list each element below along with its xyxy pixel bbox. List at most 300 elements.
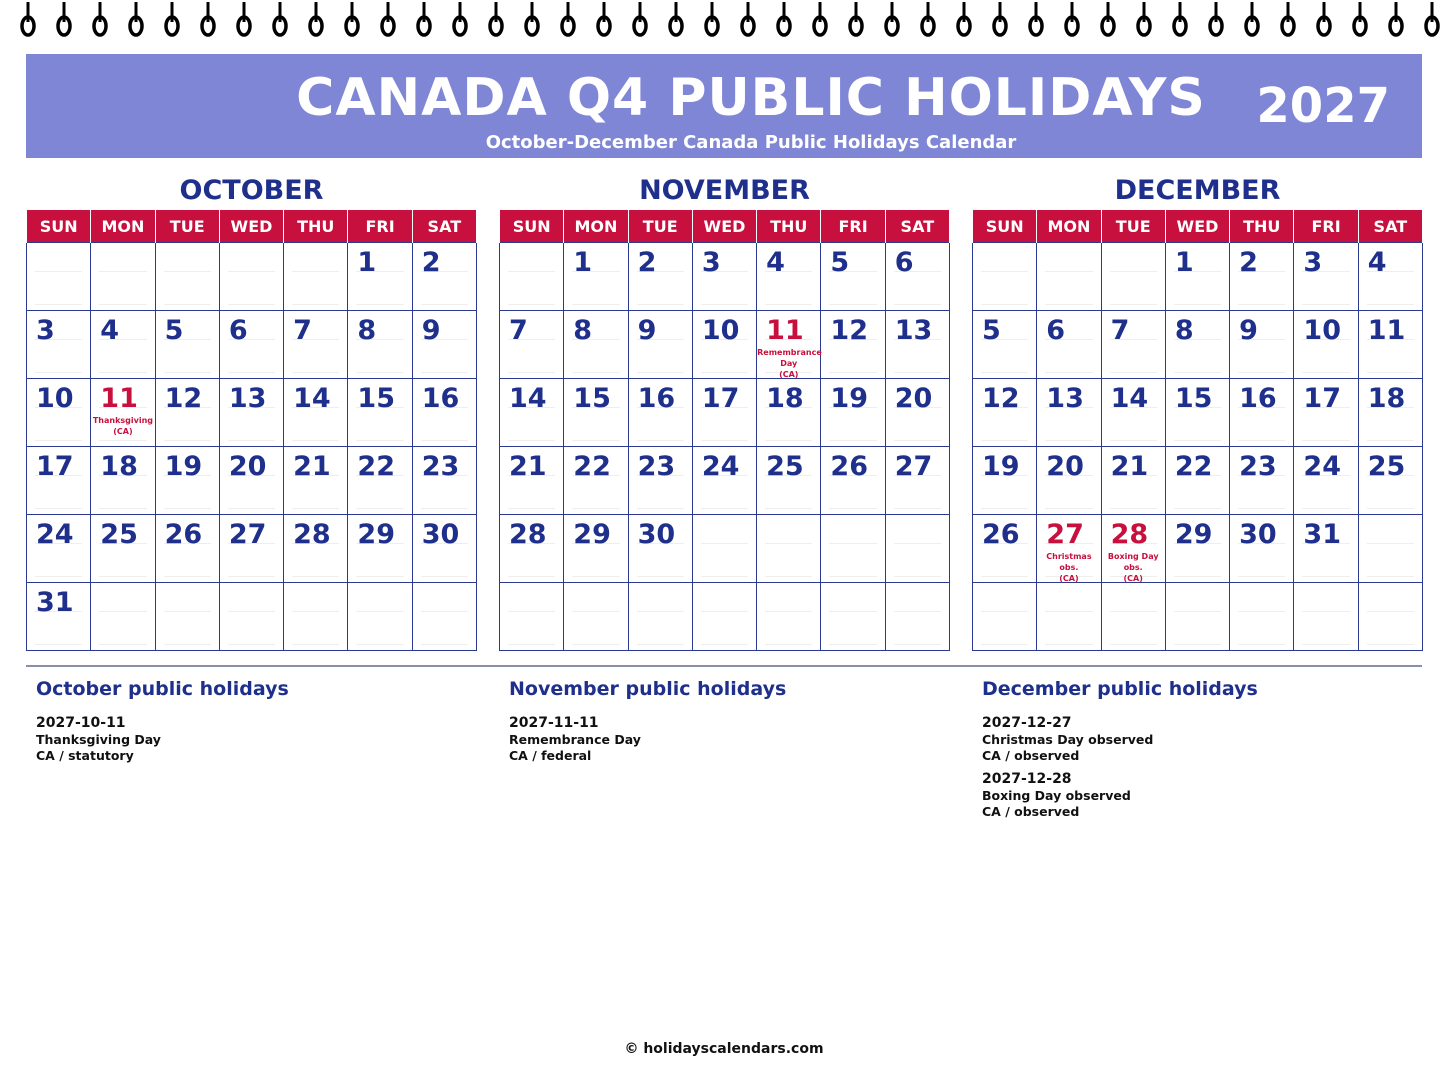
day-number: 23 [421,451,460,482]
day-number: 15 [1174,383,1213,414]
day-number: 6 [1046,315,1066,346]
day-number: 20 [228,451,267,482]
day-cell [628,515,692,583]
page-title: CANADA Q4 PUBLIC HOLIDAYS [296,68,1206,128]
ring-icon [1066,2,1078,35]
day-number: 28 [509,519,547,550]
day-number: 5 [830,247,850,278]
day-cell [628,583,692,651]
ring-icon [418,2,430,35]
weekday-header: FRI [348,210,412,243]
day-cell [219,447,283,515]
week-row [27,515,477,583]
day-cell [219,243,283,311]
day-number: 29 [357,519,395,550]
day-number: 24 [1303,451,1341,482]
day-cell [284,515,348,583]
day-number: 12 [164,383,203,414]
day-number: 31 [36,587,74,618]
weekday-header: SAT [412,210,476,243]
ring-icon [598,2,610,35]
holiday-list [36,676,466,770]
day-cell [885,515,949,583]
day-cell [1037,447,1101,515]
day-cell [91,243,155,311]
day-cell [757,515,821,583]
day-cell [692,379,756,447]
year-label: 2027 [1256,78,1390,134]
holiday-name: Remembrance Day [509,732,641,747]
day-cell [219,379,283,447]
weekday-header: MON [1037,210,1101,243]
weekday-header: TUE [155,210,219,243]
ring-icon [1138,2,1150,35]
day-number: 19 [830,383,868,414]
day-cell [1037,243,1101,311]
ring-icon [166,2,178,35]
divider [26,665,1422,667]
day-cell [284,583,348,651]
day-cell [821,379,885,447]
holiday-day-number: 28 [1110,519,1149,550]
day-cell [564,583,628,651]
day-cell [1230,515,1294,583]
month-october [26,172,477,651]
day-cell [564,515,628,583]
day-cell [219,583,283,651]
day-cell [564,311,628,379]
holiday-label: Thanksgiving (CA) [92,416,154,436]
weekday-header: SUN [500,210,564,243]
day-cell [500,447,564,515]
day-number: 8 [1174,315,1194,346]
day-number: 8 [573,315,593,346]
day-cell [348,583,412,651]
day-number: 6 [894,247,914,278]
day-number: 29 [573,519,611,550]
day-cell [91,379,155,447]
day-number: 11 [1367,315,1406,346]
day-cell [1101,311,1165,379]
week-row [973,447,1423,515]
day-number: 24 [701,451,740,482]
day-cell [692,311,756,379]
day-cell [885,311,949,379]
day-number: 3 [701,247,721,278]
day-cell [284,379,348,447]
day-cell [219,311,283,379]
weekday-header: SAT [885,210,949,243]
holiday-entry [982,770,1412,820]
day-cell [219,515,283,583]
day-cell [1037,583,1101,651]
holiday-entry [982,714,1412,764]
week-row [500,583,950,651]
day-cell [973,583,1037,651]
day-cell [885,583,949,651]
day-number: 25 [766,451,804,482]
day-number: 3 [1303,247,1323,278]
ring-icon [58,2,70,35]
day-cell [500,243,564,311]
day-cell [1294,447,1358,515]
day-number: 7 [509,315,528,346]
day-cell [155,379,219,447]
holiday-date: 2027-12-28 [982,771,1072,787]
ring-icon [742,2,754,35]
day-cell [91,583,155,651]
ring-icon [346,2,358,35]
day-cell [973,311,1037,379]
holiday-date: 2027-12-27 [982,715,1072,731]
footer-credit: © holidayscalendars.com [624,1041,824,1057]
day-cell [1358,243,1422,311]
day-cell [284,311,348,379]
day-cell [1230,379,1294,447]
day-cell [973,515,1037,583]
ring-icon [382,2,394,35]
day-cell [1294,379,1358,447]
weekday-header: SUN [27,210,91,243]
day-cell [821,311,885,379]
day-number: 26 [164,519,203,550]
ring-icon [1354,2,1366,35]
day-number: 29 [1174,519,1213,550]
day-number: 30 [421,519,460,550]
holiday-info: CA / observed [982,748,1080,763]
ring-icon [814,2,826,35]
ring-icon [886,2,898,35]
holiday-info: CA / federal [509,748,592,763]
day-cell [885,243,949,311]
day-number: 30 [1239,519,1277,550]
day-cell [1230,311,1294,379]
day-number: 8 [357,315,377,346]
day-cell [757,311,821,379]
day-cell [628,447,692,515]
holiday-list [982,676,1412,826]
day-number: 2 [1239,247,1258,278]
day-number: 22 [573,451,611,482]
weekday-header: TUE [628,210,692,243]
holiday-label: Boxing Day obs. (CA) [1107,552,1159,583]
day-number: 1 [357,247,377,278]
week-row [973,583,1423,651]
day-cell [91,447,155,515]
day-number: 4 [766,247,785,278]
day-cell [1358,311,1422,379]
holiday-date: 2027-11-11 [509,715,599,731]
ring-icon [778,2,790,35]
ring-icon [130,2,142,35]
day-cell [91,515,155,583]
day-number: 14 [293,383,331,414]
day-cell [500,583,564,651]
title-banner [26,54,1422,158]
day-number: 13 [894,315,933,346]
day-number: 18 [766,383,804,414]
day-cell [1358,515,1422,583]
day-cell [155,515,219,583]
week-row [27,311,477,379]
day-cell [1037,515,1101,583]
day-cell [821,583,885,651]
day-number: 1 [573,247,593,278]
day-cell [1165,515,1229,583]
day-cell [1101,379,1165,447]
day-cell [757,583,821,651]
day-cell [27,515,91,583]
day-cell [1358,447,1422,515]
day-number: 10 [701,315,740,346]
day-cell [1230,447,1294,515]
day-cell [1165,311,1229,379]
day-cell [564,379,628,447]
day-number: 23 [1239,451,1277,482]
day-cell [284,243,348,311]
month-grid [26,210,477,651]
day-number: 2 [637,247,657,278]
ring-icon [562,2,574,35]
day-cell [1165,583,1229,651]
weekday-header: MON [91,210,155,243]
day-cell [692,243,756,311]
holiday-day-number: 11 [100,383,138,414]
day-cell [27,243,91,311]
day-cell [412,311,476,379]
day-cell [1294,583,1358,651]
day-cell [27,379,91,447]
day-number: 10 [1303,315,1341,346]
day-cell [973,243,1037,311]
week-row [27,379,477,447]
day-number: 30 [637,519,676,550]
day-number: 16 [637,383,676,414]
ring-icon [454,2,466,35]
day-number: 16 [421,383,460,414]
day-number: 4 [100,315,120,346]
ring-icon [1390,2,1402,35]
ring-icon [1282,2,1294,35]
day-cell [1358,583,1422,651]
week-row [500,311,950,379]
day-cell [27,583,91,651]
day-cell [1294,311,1358,379]
day-number: 18 [1367,383,1406,414]
day-number: 12 [830,315,868,346]
month-november [499,172,950,651]
day-cell [1101,515,1165,583]
month-name: OCTOBER [179,175,324,206]
week-row [27,243,477,311]
day-cell [1165,243,1229,311]
day-number: 25 [1367,451,1406,482]
week-row [500,515,950,583]
month-december [972,172,1423,651]
ring-icon [490,2,502,35]
weekday-header: WED [1165,210,1229,243]
day-cell [757,447,821,515]
week-row [973,243,1423,311]
day-number: 7 [293,315,312,346]
day-cell [821,447,885,515]
day-cell [1230,243,1294,311]
day-number: 14 [1110,383,1149,414]
holiday-name: Boxing Day observed [982,788,1131,803]
day-number: 15 [573,383,611,414]
day-number: 9 [421,315,441,346]
day-cell [155,243,219,311]
day-number: 21 [509,451,547,482]
holiday-list-title: December public holidays [982,678,1258,700]
day-cell [155,447,219,515]
day-number: 22 [357,451,395,482]
month-grid [972,210,1423,651]
day-cell [412,379,476,447]
day-number: 19 [982,451,1020,482]
page-subtitle: October-December Canada Public Holidays Calendar [485,132,1017,153]
ring-icon [274,2,286,35]
day-number: 19 [164,451,203,482]
weekday-header: THU [757,210,821,243]
day-number: 10 [36,383,74,414]
ring-icon [22,2,34,35]
weekday-header: SAT [1358,210,1422,243]
holiday-day-number: 27 [1046,519,1084,550]
weekday-header: TUE [1101,210,1165,243]
day-number: 14 [509,383,547,414]
day-number: 17 [701,383,740,414]
day-cell [885,447,949,515]
month-name: NOVEMBER [639,175,810,206]
day-cell [91,311,155,379]
weekday-header: THU [1230,210,1294,243]
day-cell [412,243,476,311]
day-cell [1294,243,1358,311]
holiday-date: 2027-10-11 [36,715,126,731]
weekday-header: SUN [973,210,1037,243]
day-cell [500,515,564,583]
holiday-list-title: November public holidays [509,678,787,700]
day-number: 31 [1303,519,1341,550]
day-number: 28 [293,519,331,550]
weekday-header: WED [692,210,756,243]
day-number: 23 [637,451,676,482]
day-number: 24 [36,519,74,550]
day-cell [821,515,885,583]
day-number: 13 [1046,383,1084,414]
weekday-header: FRI [821,210,885,243]
day-cell [155,311,219,379]
ring-icon [994,2,1006,35]
ring-icon [1318,2,1330,35]
day-cell [757,243,821,311]
day-cell [628,243,692,311]
day-cell [348,515,412,583]
day-number: 26 [982,519,1020,550]
day-number: 5 [982,315,1001,346]
day-number: 22 [1174,451,1213,482]
day-number: 13 [228,383,267,414]
day-cell [692,583,756,651]
ring-icon [850,2,862,35]
day-number: 7 [1110,315,1130,346]
holiday-label: Remembrance Day (CA) [757,348,822,379]
holiday-entry [509,714,939,764]
day-cell [27,311,91,379]
ring-icon [526,2,538,35]
day-cell [1101,583,1165,651]
day-number: 17 [1303,383,1341,414]
weekday-header: THU [284,210,348,243]
month-name: DECEMBER [1114,175,1281,206]
day-cell [284,447,348,515]
holiday-label: Christmas obs. (CA) [1046,552,1092,583]
day-cell [757,379,821,447]
week-row [973,311,1423,379]
day-cell [412,515,476,583]
day-number: 18 [100,451,138,482]
day-cell [1165,447,1229,515]
day-cell [348,379,412,447]
day-number: 1 [1174,247,1194,278]
day-cell [348,311,412,379]
day-cell [27,447,91,515]
weekday-header: WED [219,210,283,243]
day-cell [412,583,476,651]
ring-icon [1246,2,1258,35]
binder-rings [0,0,1448,40]
day-number: 20 [894,383,933,414]
day-cell [348,243,412,311]
day-cell [628,379,692,447]
ring-icon [1174,2,1186,35]
week-row [27,583,477,651]
day-cell [500,311,564,379]
day-number: 26 [830,451,868,482]
ring-icon [310,2,322,35]
day-number: 3 [36,315,55,346]
month-grid [499,210,950,651]
day-number: 9 [637,315,657,346]
day-number: 17 [36,451,74,482]
day-cell [628,311,692,379]
week-row [27,447,477,515]
ring-icon [670,2,682,35]
day-cell [1230,583,1294,651]
day-cell [1101,243,1165,311]
ring-icon [634,2,646,35]
day-cell [1294,515,1358,583]
day-number: 6 [228,315,248,346]
day-number: 20 [1046,451,1084,482]
day-cell [348,447,412,515]
day-number: 27 [894,451,933,482]
week-row [500,447,950,515]
ring-icon [1102,2,1114,35]
day-number: 21 [293,451,331,482]
day-cell [1358,379,1422,447]
day-cell [1037,311,1101,379]
day-cell [973,447,1037,515]
day-number: 2 [421,247,441,278]
day-number: 25 [100,519,138,550]
ring-icon [958,2,970,35]
holiday-info: CA / observed [982,804,1080,819]
day-cell [564,243,628,311]
day-number: 15 [357,383,395,414]
day-cell [155,583,219,651]
